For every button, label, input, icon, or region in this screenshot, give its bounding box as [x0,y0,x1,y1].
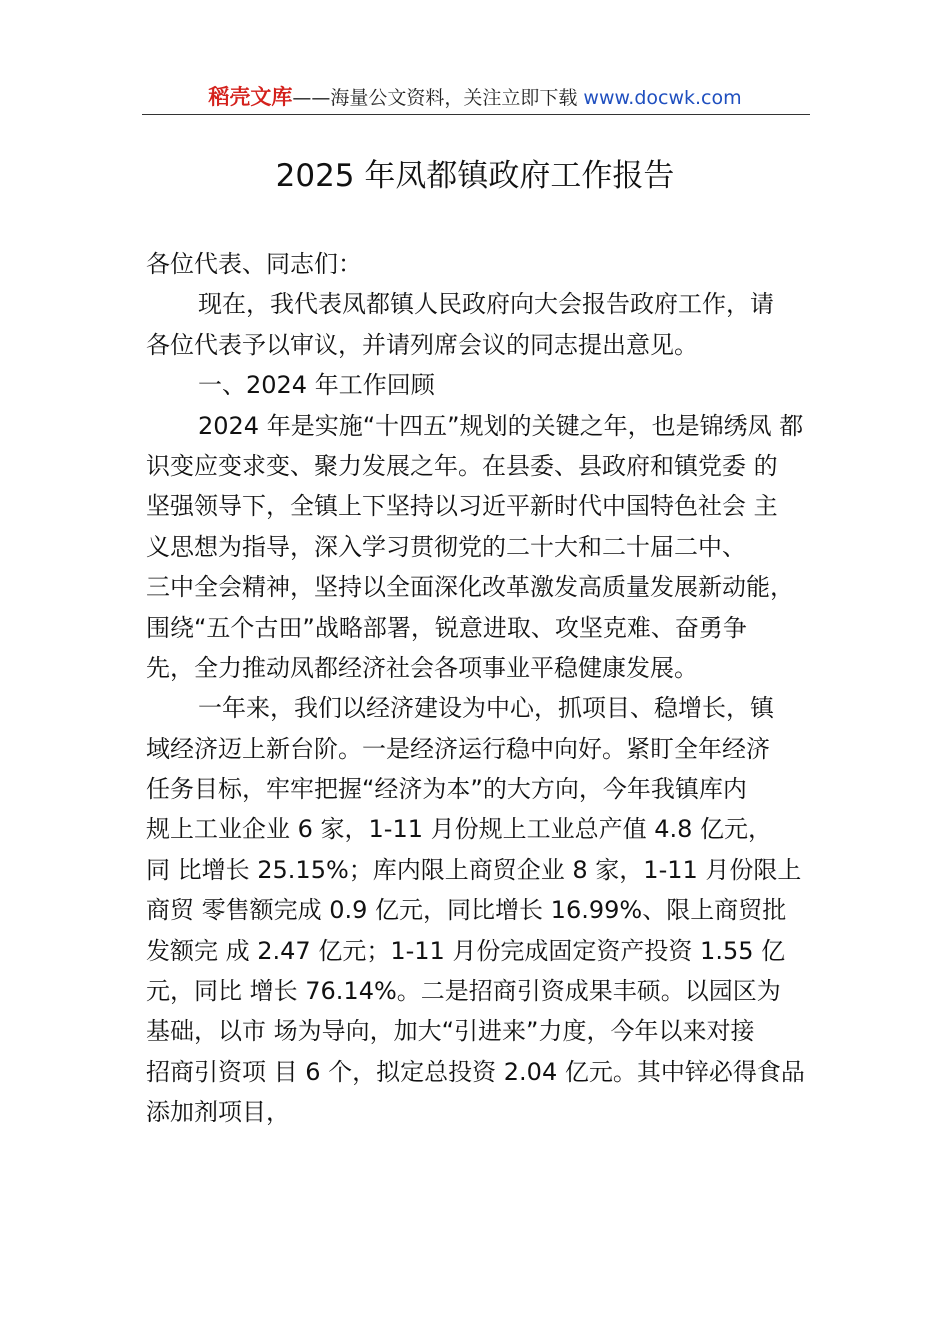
paragraph-line: 任务目标，牢牢把握“经济为本”的大方向，今年我镇库内 [146,775,747,804]
header-slogan: ——海量公文资料，关注立即下载 [292,87,584,109]
document-title: 2025 年凤都镇政府工作报告 [275,158,675,194]
paragraph-line: 招商引资项 目 6 个，拟定总投资 2.04 亿元。其中锌必得食品 [146,1057,805,1086]
paragraph-line: 发额完 成 2.47 亿元；1-11 月份完成固定资产投资 1.55 亿 [146,936,786,965]
paragraph-line: 规上工业企业 6 家，1-11 月份规上工业总产值 4.8 亿元， [146,815,773,844]
header-divider [142,114,810,115]
paragraph-line: 先，全力推动凤都经济社会各项事业平稳健康发展。 [146,653,698,682]
paragraph-line: 同 比增长 25.15%；库内限上商贸企业 8 家，1-11 月份限上 [146,855,802,884]
paragraph-line: 识变应变求变、聚力发展之年。在县委、县政府和镇党委 的 [146,451,778,480]
brand-name: 稻壳文库 [208,85,293,109]
paragraph-line: 围绕“五个古田”战略部署，锐意进取、攻坚克难、奋勇争 [146,613,747,642]
paragraph-line: 各位代表予以审议，并请列席会议的同志提出意见。 [146,330,698,359]
watermark-header [0,84,950,111]
paragraph-line: 义思想为指导，深入学习贯彻党的二十大和二十届二中、 [146,532,746,561]
paragraph-line: 元，同比 增长 76.14%。二是招商引资成果丰硕。以园区为 [146,977,781,1006]
paragraph-line: 域经济迈上新台阶。一是经济运行稳中向好。紧盯全年经济 [146,734,770,763]
paragraph-line: 添加剂项目， [146,1098,290,1127]
paragraph-line: 三中全会精神，坚持以全面深化改革激发高质量发展新动能， [146,573,794,602]
paragraph-line: 2024 年是实施“十四五”规划的关键之年，也是锦绣凤 都 [198,411,804,440]
site-link[interactable]: www.docwk.com [583,87,742,109]
document-body [146,244,836,1133]
paragraph-line: 坚强领导下，全镇上下坚持以习近平新时代中国特色社会 主 [146,492,778,521]
paragraph-line: 商贸 零售额完成 0.9 亿元，同比增长 16.99%、限上商贸批 [146,896,787,925]
paragraph-line: 现在，我代表凤都镇人民政府向大会报告政府工作，请 [198,290,774,319]
section-heading: 一、2024 年工作回顾 [198,371,435,400]
paragraph-line: 一年来，我们以经济建设为中心，抓项目、稳增长，镇 [198,694,774,723]
paragraph-line: 基础，以市 场为导向，加大“引进来”力度，今年以来对接 [146,1017,755,1046]
salutation: 各位代表、同志们： [146,250,362,278]
